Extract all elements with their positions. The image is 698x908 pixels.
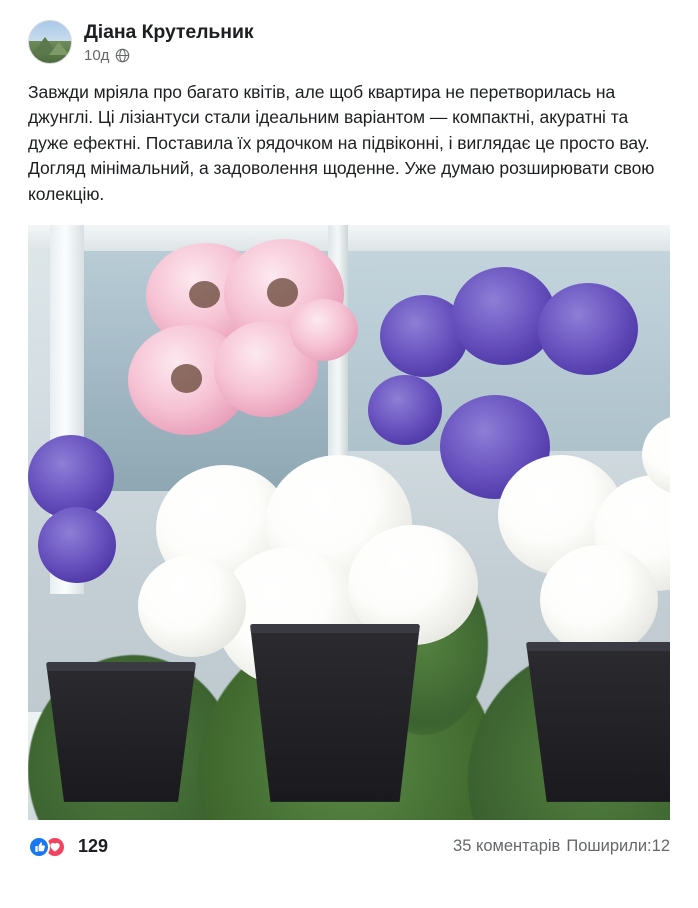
post-header — [28, 20, 670, 64]
flower-core — [267, 278, 298, 307]
reactions-group[interactable] — [28, 836, 108, 858]
flower-purple — [538, 283, 638, 375]
post-timestamp[interactable]: 10д — [84, 47, 110, 65]
plant-pot-right — [526, 642, 670, 802]
flower-core — [189, 281, 220, 308]
avatar-mountain-shape-2 — [49, 42, 69, 55]
post-footer — [0, 820, 698, 876]
thumbs-up-icon — [28, 836, 50, 858]
shares-count[interactable]: Поширили:12 — [566, 837, 670, 856]
footer-stats — [453, 837, 670, 856]
flower-white-right — [540, 545, 658, 655]
avatar[interactable] — [28, 20, 72, 64]
plant-pot-left — [46, 662, 196, 802]
post-header-text — [84, 20, 254, 63]
flower-purple — [368, 375, 442, 445]
plant-pot-center — [250, 624, 420, 802]
reaction-count: 129 — [78, 836, 109, 857]
post-image[interactable] — [28, 225, 670, 820]
globe-icon — [115, 48, 130, 63]
window-frame-top — [28, 225, 670, 251]
photo-scene — [28, 225, 670, 820]
post-meta — [84, 48, 254, 63]
post-text: Завжди мріяла про багато квітів, але щоб квартира не перетворилась на джунглі. Ці лізіантуси стали ідеальним варіантом — компактні, акуратні та дуже ефектні. Поставила їх рядочком на підвіконні, і виглядає це просто вау. Догляд мінімальний, а задоволення щоденне. Уже думаю розширювати свою колекцію. — [28, 82, 655, 204]
reaction-icons — [28, 836, 70, 858]
comments-count[interactable]: 35 коментарів — [453, 837, 561, 856]
flower-purple-left — [28, 435, 114, 519]
flower-core — [171, 364, 202, 393]
author-name[interactable]: Діана Крутельник — [84, 21, 254, 43]
flower-purple-left — [38, 507, 116, 583]
flower-pink-bud — [290, 299, 358, 361]
flower-white — [138, 555, 246, 657]
